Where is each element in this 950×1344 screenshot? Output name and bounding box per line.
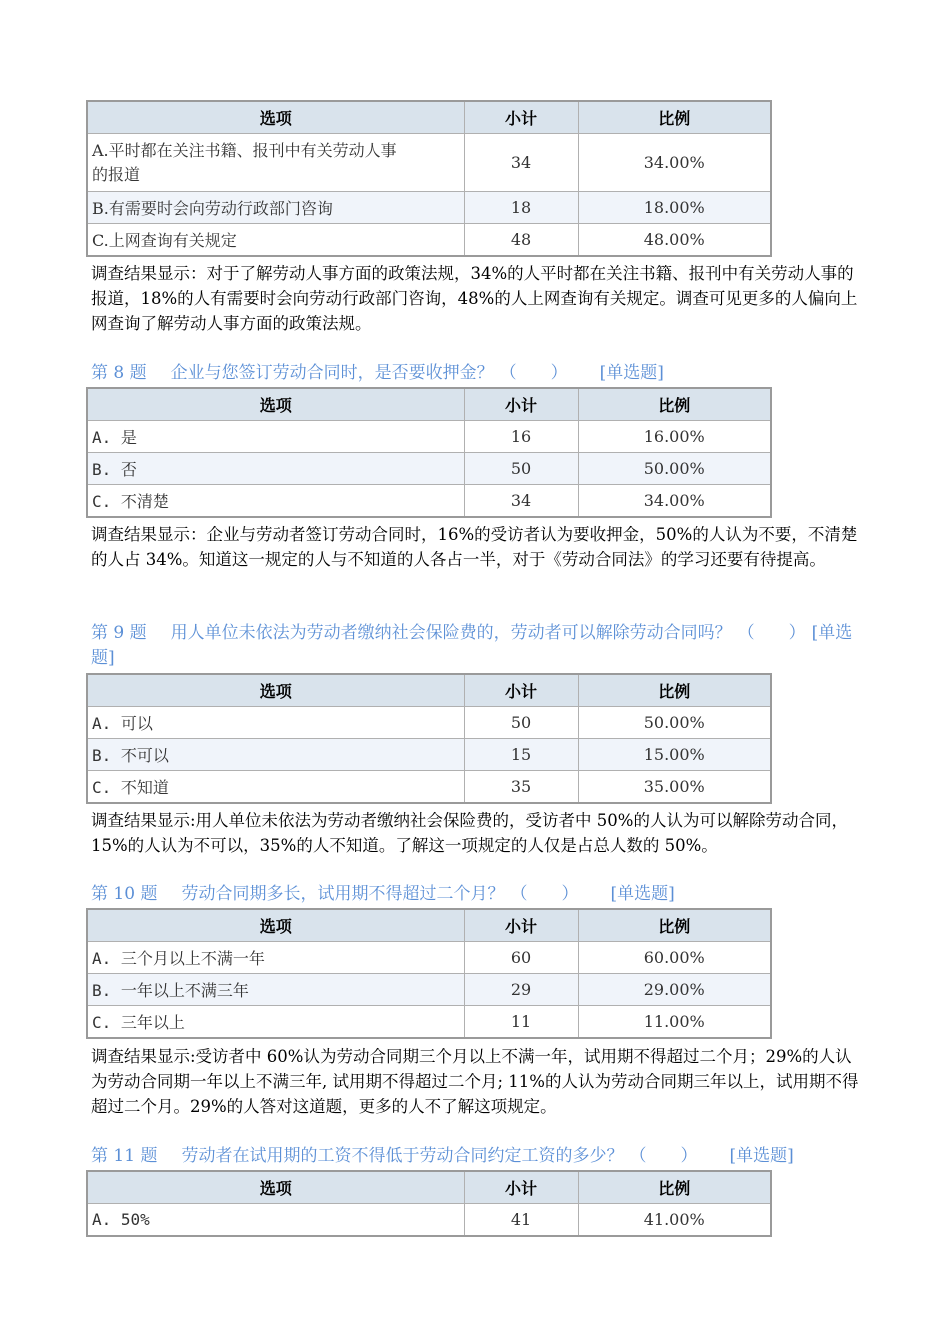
header-count: 小计 <box>464 101 578 134</box>
answer-paren: （ ） <box>737 623 806 643</box>
table-row <box>87 421 771 453</box>
count-cell: 50 <box>464 707 578 739</box>
answer-paren: （ ） <box>499 363 568 383</box>
ratio-cell: 29.00% <box>578 974 771 1006</box>
ratio-cell: 60.00% <box>578 942 771 974</box>
ratio-cell: 41.00% <box>578 1204 771 1237</box>
q7-result: 调查结果显示：对于了解劳动人事方面的政策法规，34%的人平时都在关注书籍、报刊中有关劳动人事的报道，18%的人有需要时会向劳动行政部门咨询，48%的人上网查询有关规定。调查可见更多的人偏向上网查询了解劳动人事方面的政策法规。 <box>91 264 858 333</box>
table-row <box>87 771 771 804</box>
option-cell <box>87 134 464 192</box>
option-cell: A. 50% <box>87 1204 464 1237</box>
header-ratio: 比例 <box>578 388 771 421</box>
question-text: 企业与您签订劳动合同时，是否要收押金？ <box>170 363 494 383</box>
header-ratio: 比例 <box>578 1171 771 1204</box>
header-ratio: 比例 <box>578 909 771 942</box>
header-option: 选项 <box>87 1171 464 1204</box>
question-type-tag: [单选题] <box>91 623 853 668</box>
ratio-cell: 15.00% <box>578 739 771 771</box>
table-row <box>87 192 771 224</box>
question-number: 第 8 题 <box>91 363 147 383</box>
count-cell: 16 <box>464 421 578 453</box>
option-cell: C. 三年以上 <box>87 1006 464 1039</box>
answer-paren: （ ） <box>629 1146 698 1166</box>
header-option: 选项 <box>87 674 464 707</box>
option-cell: C.上网查询有关规定 <box>87 224 464 257</box>
ratio-cell: 16.00% <box>578 421 771 453</box>
question-number: 第 11 题 <box>91 1146 158 1166</box>
ratio-cell: 50.00% <box>578 453 771 485</box>
q10-result: 调查结果显示:受访者中 60%认为劳动合同期三个月以上不满一年，试用期不得超过二个月；29%的人认为劳动合同期一年以上不满三年, 试用期不得超过二个月; 11%的人认为劳动合同期三年以上，试用期不得超过二个月。29%的人答对这道题，更多的人不了解这项规定。 <box>91 1047 859 1116</box>
header-count: 小计 <box>464 388 578 421</box>
count-cell: 60 <box>464 942 578 974</box>
table-row <box>87 224 771 257</box>
option-cell: A. 是 <box>87 421 464 453</box>
header-option: 选项 <box>87 101 464 134</box>
q9-result: 调查结果显示:用人单位未依法为劳动者缴纳社会保险费的，受访者中 50%的人认为可以解除劳动合同，15%的人认为不可以，35%的人不知道。了解这一项规定的人仅是占总人数的 50%。 <box>91 811 848 855</box>
table-row <box>87 739 771 771</box>
question-type-tag: [单选题] <box>599 363 664 383</box>
option-cell: C. 不知道 <box>87 771 464 804</box>
option-cell: B. 否 <box>87 453 464 485</box>
option-cell: A. 三个月以上不满一年 <box>87 942 464 974</box>
q9-table <box>86 673 772 804</box>
option-line-1: A.平时都在关注书籍、报刊中有关劳动人事 <box>92 140 397 160</box>
count-cell: 35 <box>464 771 578 804</box>
q9-title <box>91 621 861 671</box>
question-number: 第 10 题 <box>91 884 158 904</box>
question-type-tag: [单选题] <box>729 1146 794 1166</box>
header-count: 小计 <box>464 909 578 942</box>
count-cell: 48 <box>464 224 578 257</box>
option-cell: B. 不可以 <box>87 739 464 771</box>
question-type-tag: [单选题] <box>610 884 675 904</box>
question-text: 劳动合同期多长，试用期不得超过二个月？ <box>181 884 505 904</box>
ratio-cell: 34.00% <box>578 485 771 518</box>
header-count: 小计 <box>464 1171 578 1204</box>
ratio-cell: 11.00% <box>578 1006 771 1039</box>
table-row <box>87 485 771 518</box>
question-number: 第 9 题 <box>91 623 147 643</box>
table-row <box>87 1006 771 1039</box>
option-cell: C. 不清楚 <box>87 485 464 518</box>
count-cell: 41 <box>464 1204 578 1237</box>
header-count: 小计 <box>464 674 578 707</box>
q10-title <box>91 882 861 907</box>
count-cell: 34 <box>464 134 578 192</box>
count-cell: 34 <box>464 485 578 518</box>
question-text: 用人单位未依法为劳动者缴纳社会保险费的，劳动者可以解除劳动合同吗？ <box>170 623 732 643</box>
ratio-cell: 34.00% <box>578 134 771 192</box>
header-ratio: 比例 <box>578 101 771 134</box>
ratio-cell: 35.00% <box>578 771 771 804</box>
option-cell: B. 一年以上不满三年 <box>87 974 464 1006</box>
option-cell: B.有需要时会向劳动行政部门咨询 <box>87 192 464 224</box>
table-row <box>87 453 771 485</box>
header-option: 选项 <box>87 909 464 942</box>
question-text: 劳动者在试用期的工资不得低于劳动合同约定工资的多少？ <box>181 1146 624 1166</box>
count-cell: 15 <box>464 739 578 771</box>
q8-table <box>86 387 772 518</box>
ratio-cell: 50.00% <box>578 707 771 739</box>
count-cell: 50 <box>464 453 578 485</box>
option-cell: A. 可以 <box>87 707 464 739</box>
table-row <box>87 974 771 1006</box>
count-cell: 29 <box>464 974 578 1006</box>
option-line-2: 的报道 <box>92 164 141 184</box>
header-option: 选项 <box>87 388 464 421</box>
header-ratio: 比例 <box>578 674 771 707</box>
q8-title <box>91 361 861 386</box>
table-row <box>87 134 771 192</box>
q8-result: 调查结果显示：企业与劳动者签订劳动合同时，16%的受访者认为要收押金，50%的人认为不要，不清楚的人占 34%。知道这一规定的人与不知道的人各占一半，对于《劳动合同法》的学习还要有待提高。 <box>91 525 858 569</box>
answer-paren: （ ） <box>510 884 579 904</box>
q10-table <box>86 908 772 1039</box>
ratio-cell: 48.00% <box>578 224 771 257</box>
table-row <box>87 942 771 974</box>
table-row <box>87 1204 771 1237</box>
count-cell: 18 <box>464 192 578 224</box>
table-row <box>87 707 771 739</box>
q11-title <box>91 1144 861 1169</box>
q11-table <box>86 1170 772 1237</box>
count-cell: 11 <box>464 1006 578 1039</box>
ratio-cell: 18.00% <box>578 192 771 224</box>
q7-table <box>86 100 772 257</box>
